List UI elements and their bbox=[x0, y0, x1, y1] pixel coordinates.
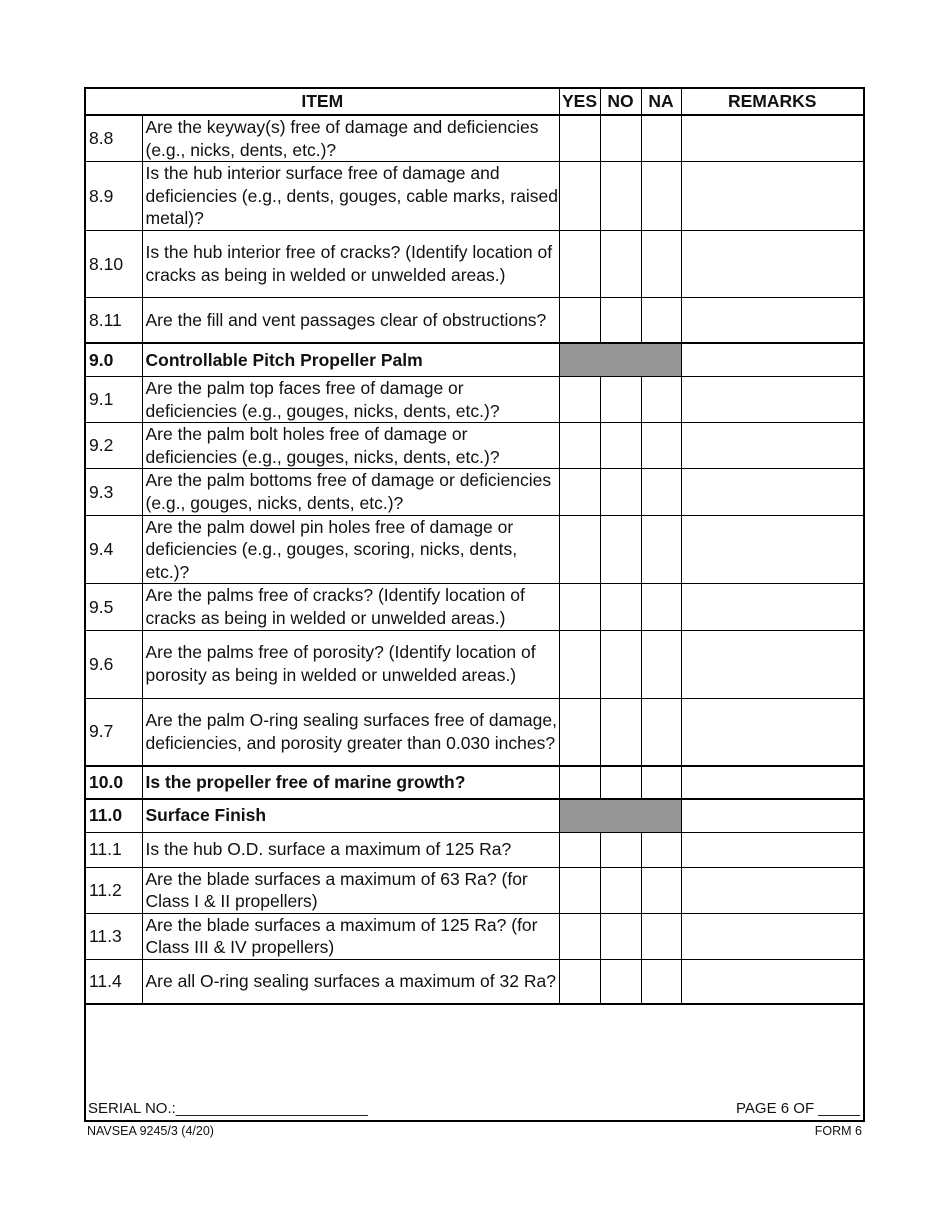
table-row bbox=[86, 832, 863, 867]
yes-column-header: YES bbox=[559, 89, 600, 115]
no-checkbox-cell[interactable] bbox=[600, 515, 641, 584]
no-checkbox-cell[interactable] bbox=[600, 423, 641, 469]
no-checkbox-cell[interactable] bbox=[600, 162, 641, 231]
yes-checkbox-cell[interactable] bbox=[559, 162, 600, 231]
section-row bbox=[86, 766, 863, 799]
table-row bbox=[86, 423, 863, 469]
yes-checkbox-cell[interactable] bbox=[559, 584, 600, 630]
item-question: Are the keyway(s) free of damage and deficiencies (e.g., nicks, dents, etc.)? bbox=[142, 115, 559, 162]
na-checkbox-cell[interactable] bbox=[641, 867, 681, 913]
table-row bbox=[86, 297, 863, 343]
item-column-header: ITEM bbox=[86, 89, 559, 115]
remarks-cell[interactable] bbox=[681, 423, 863, 469]
section-row bbox=[86, 343, 863, 376]
remarks-cell[interactable] bbox=[681, 867, 863, 913]
item-number: 8.8 bbox=[86, 115, 142, 162]
remarks-cell[interactable] bbox=[681, 162, 863, 231]
shaded-cell bbox=[559, 799, 681, 832]
item-question: Is the hub O.D. surface a maximum of 125 Ra? bbox=[142, 832, 559, 867]
item-number: 9.5 bbox=[86, 584, 142, 630]
na-checkbox-cell[interactable] bbox=[641, 515, 681, 584]
shaded-cell bbox=[559, 343, 681, 376]
table-row bbox=[86, 959, 863, 1004]
na-checkbox-cell[interactable] bbox=[641, 584, 681, 630]
checklist-form-frame bbox=[84, 87, 865, 1122]
yes-checkbox-cell[interactable] bbox=[559, 423, 600, 469]
remarks-cell[interactable] bbox=[681, 343, 863, 376]
na-checkbox-cell[interactable] bbox=[641, 230, 681, 297]
yes-checkbox-cell[interactable] bbox=[559, 832, 600, 867]
remarks-cell[interactable] bbox=[681, 630, 863, 698]
na-column-header: NA bbox=[641, 89, 681, 115]
remarks-cell[interactable] bbox=[681, 584, 863, 630]
na-checkbox-cell[interactable] bbox=[641, 913, 681, 959]
item-question: Are the fill and vent passages clear of obstructions? bbox=[142, 297, 559, 343]
na-checkbox-cell[interactable] bbox=[641, 832, 681, 867]
item-question: Are the blade surfaces a maximum of 63 Ra? (for Class I & II propellers) bbox=[142, 867, 559, 913]
section-title: Is the propeller free of marine growth? bbox=[142, 766, 559, 799]
section-title: Surface Finish bbox=[142, 799, 559, 832]
remarks-cell[interactable] bbox=[681, 469, 863, 515]
remarks-cell[interactable] bbox=[681, 959, 863, 1004]
remarks-cell[interactable] bbox=[681, 799, 863, 832]
no-checkbox-cell[interactable] bbox=[600, 230, 641, 297]
na-checkbox-cell[interactable] bbox=[641, 423, 681, 469]
table-header-row bbox=[86, 89, 863, 115]
no-checkbox-cell[interactable] bbox=[600, 630, 641, 698]
na-checkbox-cell[interactable] bbox=[641, 630, 681, 698]
remarks-cell[interactable] bbox=[681, 913, 863, 959]
remarks-cell[interactable] bbox=[681, 230, 863, 297]
table-row bbox=[86, 469, 863, 515]
na-checkbox-cell[interactable] bbox=[641, 469, 681, 515]
table-row bbox=[86, 376, 863, 422]
item-question: Are the palm dowel pin holes free of damage or deficiencies (e.g., gouges, scoring, nicks, dents, etc.)? bbox=[142, 515, 559, 584]
yes-checkbox-cell[interactable] bbox=[559, 766, 600, 799]
item-number: 8.10 bbox=[86, 230, 142, 297]
table-row bbox=[86, 230, 863, 297]
item-number: 9.7 bbox=[86, 698, 142, 766]
table-row bbox=[86, 630, 863, 698]
table-row bbox=[86, 698, 863, 766]
no-checkbox-cell[interactable] bbox=[600, 584, 641, 630]
table-row bbox=[86, 913, 863, 959]
item-question: Are the palms free of cracks? (Identify location of cracks as being in welded or unwelded areas.) bbox=[142, 584, 559, 630]
form-identifier: NAVSEA 9245/3 (4/20) bbox=[87, 1124, 214, 1138]
no-checkbox-cell[interactable] bbox=[600, 832, 641, 867]
na-checkbox-cell[interactable] bbox=[641, 162, 681, 231]
table-row bbox=[86, 515, 863, 584]
item-question: Are the palm top faces free of damage or deficiencies (e.g., gouges, nicks, dents, etc.)? bbox=[142, 376, 559, 422]
no-checkbox-cell[interactable] bbox=[600, 115, 641, 162]
item-number: 11.4 bbox=[86, 959, 142, 1004]
yes-checkbox-cell[interactable] bbox=[559, 115, 600, 162]
na-checkbox-cell[interactable] bbox=[641, 959, 681, 1004]
section-number: 11.0 bbox=[86, 799, 142, 832]
yes-checkbox-cell[interactable] bbox=[559, 630, 600, 698]
remarks-cell[interactable] bbox=[681, 766, 863, 799]
yes-checkbox-cell[interactable] bbox=[559, 230, 600, 297]
item-number: 8.11 bbox=[86, 297, 142, 343]
table-row bbox=[86, 115, 863, 162]
table-row bbox=[86, 867, 863, 913]
item-number: 9.3 bbox=[86, 469, 142, 515]
section-number: 10.0 bbox=[86, 766, 142, 799]
item-question: Is the hub interior free of cracks? (Identify location of cracks as being in welded or unwelded areas.) bbox=[142, 230, 559, 297]
remarks-cell[interactable] bbox=[681, 698, 863, 766]
item-question: Are the palm bolt holes free of damage or deficiencies (e.g., gouges, nicks, dents, etc.)? bbox=[142, 423, 559, 469]
item-number: 11.3 bbox=[86, 913, 142, 959]
item-number: 11.1 bbox=[86, 832, 142, 867]
item-number: 9.2 bbox=[86, 423, 142, 469]
item-question: Are the palm O-ring sealing surfaces free of damage, deficiencies, and porosity greater than 0.030 inches? bbox=[142, 698, 559, 766]
inspection-checklist-table bbox=[86, 89, 863, 1005]
yes-checkbox-cell[interactable] bbox=[559, 469, 600, 515]
page-number-field[interactable]: PAGE 6 OF _____ bbox=[736, 1100, 860, 1117]
remarks-cell[interactable] bbox=[681, 515, 863, 584]
no-checkbox-cell[interactable] bbox=[600, 766, 641, 799]
yes-checkbox-cell[interactable] bbox=[559, 913, 600, 959]
item-number: 9.1 bbox=[86, 376, 142, 422]
remarks-cell[interactable] bbox=[681, 832, 863, 867]
item-question: Is the hub interior surface free of damage and deficiencies (e.g., dents, gouges, cable marks, raised metal)? bbox=[142, 162, 559, 231]
section-row bbox=[86, 799, 863, 832]
yes-checkbox-cell[interactable] bbox=[559, 515, 600, 584]
no-column-header: NO bbox=[600, 89, 641, 115]
remarks-column-header: REMARKS bbox=[681, 89, 863, 115]
no-checkbox-cell[interactable] bbox=[600, 698, 641, 766]
na-checkbox-cell[interactable] bbox=[641, 115, 681, 162]
item-question: Are the palm bottoms free of damage or deficiencies (e.g., gouges, nicks, dents, etc.)? bbox=[142, 469, 559, 515]
remarks-cell[interactable] bbox=[681, 115, 863, 162]
section-number: 9.0 bbox=[86, 343, 142, 376]
yes-checkbox-cell[interactable] bbox=[559, 698, 600, 766]
yes-checkbox-cell[interactable] bbox=[559, 297, 600, 343]
item-number: 9.6 bbox=[86, 630, 142, 698]
na-checkbox-cell[interactable] bbox=[641, 698, 681, 766]
item-number: 8.9 bbox=[86, 162, 142, 231]
no-checkbox-cell[interactable] bbox=[600, 297, 641, 343]
yes-checkbox-cell[interactable] bbox=[559, 867, 600, 913]
item-question: Are the palms free of porosity? (Identify location of porosity as being in welded or unwelded areas.) bbox=[142, 630, 559, 698]
na-checkbox-cell[interactable] bbox=[641, 297, 681, 343]
item-number: 9.4 bbox=[86, 515, 142, 584]
na-checkbox-cell[interactable] bbox=[641, 376, 681, 422]
table-row bbox=[86, 162, 863, 231]
yes-checkbox-cell[interactable] bbox=[559, 376, 600, 422]
item-number: 11.2 bbox=[86, 867, 142, 913]
no-checkbox-cell[interactable] bbox=[600, 469, 641, 515]
no-checkbox-cell[interactable] bbox=[600, 376, 641, 422]
no-checkbox-cell[interactable] bbox=[600, 867, 641, 913]
item-question: Are all O-ring sealing surfaces a maximum of 32 Ra? bbox=[142, 959, 559, 1004]
table-row bbox=[86, 584, 863, 630]
yes-checkbox-cell[interactable] bbox=[559, 959, 600, 1004]
item-question: Are the blade surfaces a maximum of 125 Ra? (for Class III & IV propellers) bbox=[142, 913, 559, 959]
form-number: FORM 6 bbox=[814, 1124, 862, 1138]
remarks-cell[interactable] bbox=[681, 297, 863, 343]
no-checkbox-cell[interactable] bbox=[600, 959, 641, 1004]
section-title: Controllable Pitch Propeller Palm bbox=[142, 343, 559, 376]
no-checkbox-cell[interactable] bbox=[600, 913, 641, 959]
na-checkbox-cell[interactable] bbox=[641, 766, 681, 799]
serial-number-field[interactable]: SERIAL NO.:_______________________ bbox=[88, 1100, 368, 1117]
remarks-cell[interactable] bbox=[681, 376, 863, 422]
